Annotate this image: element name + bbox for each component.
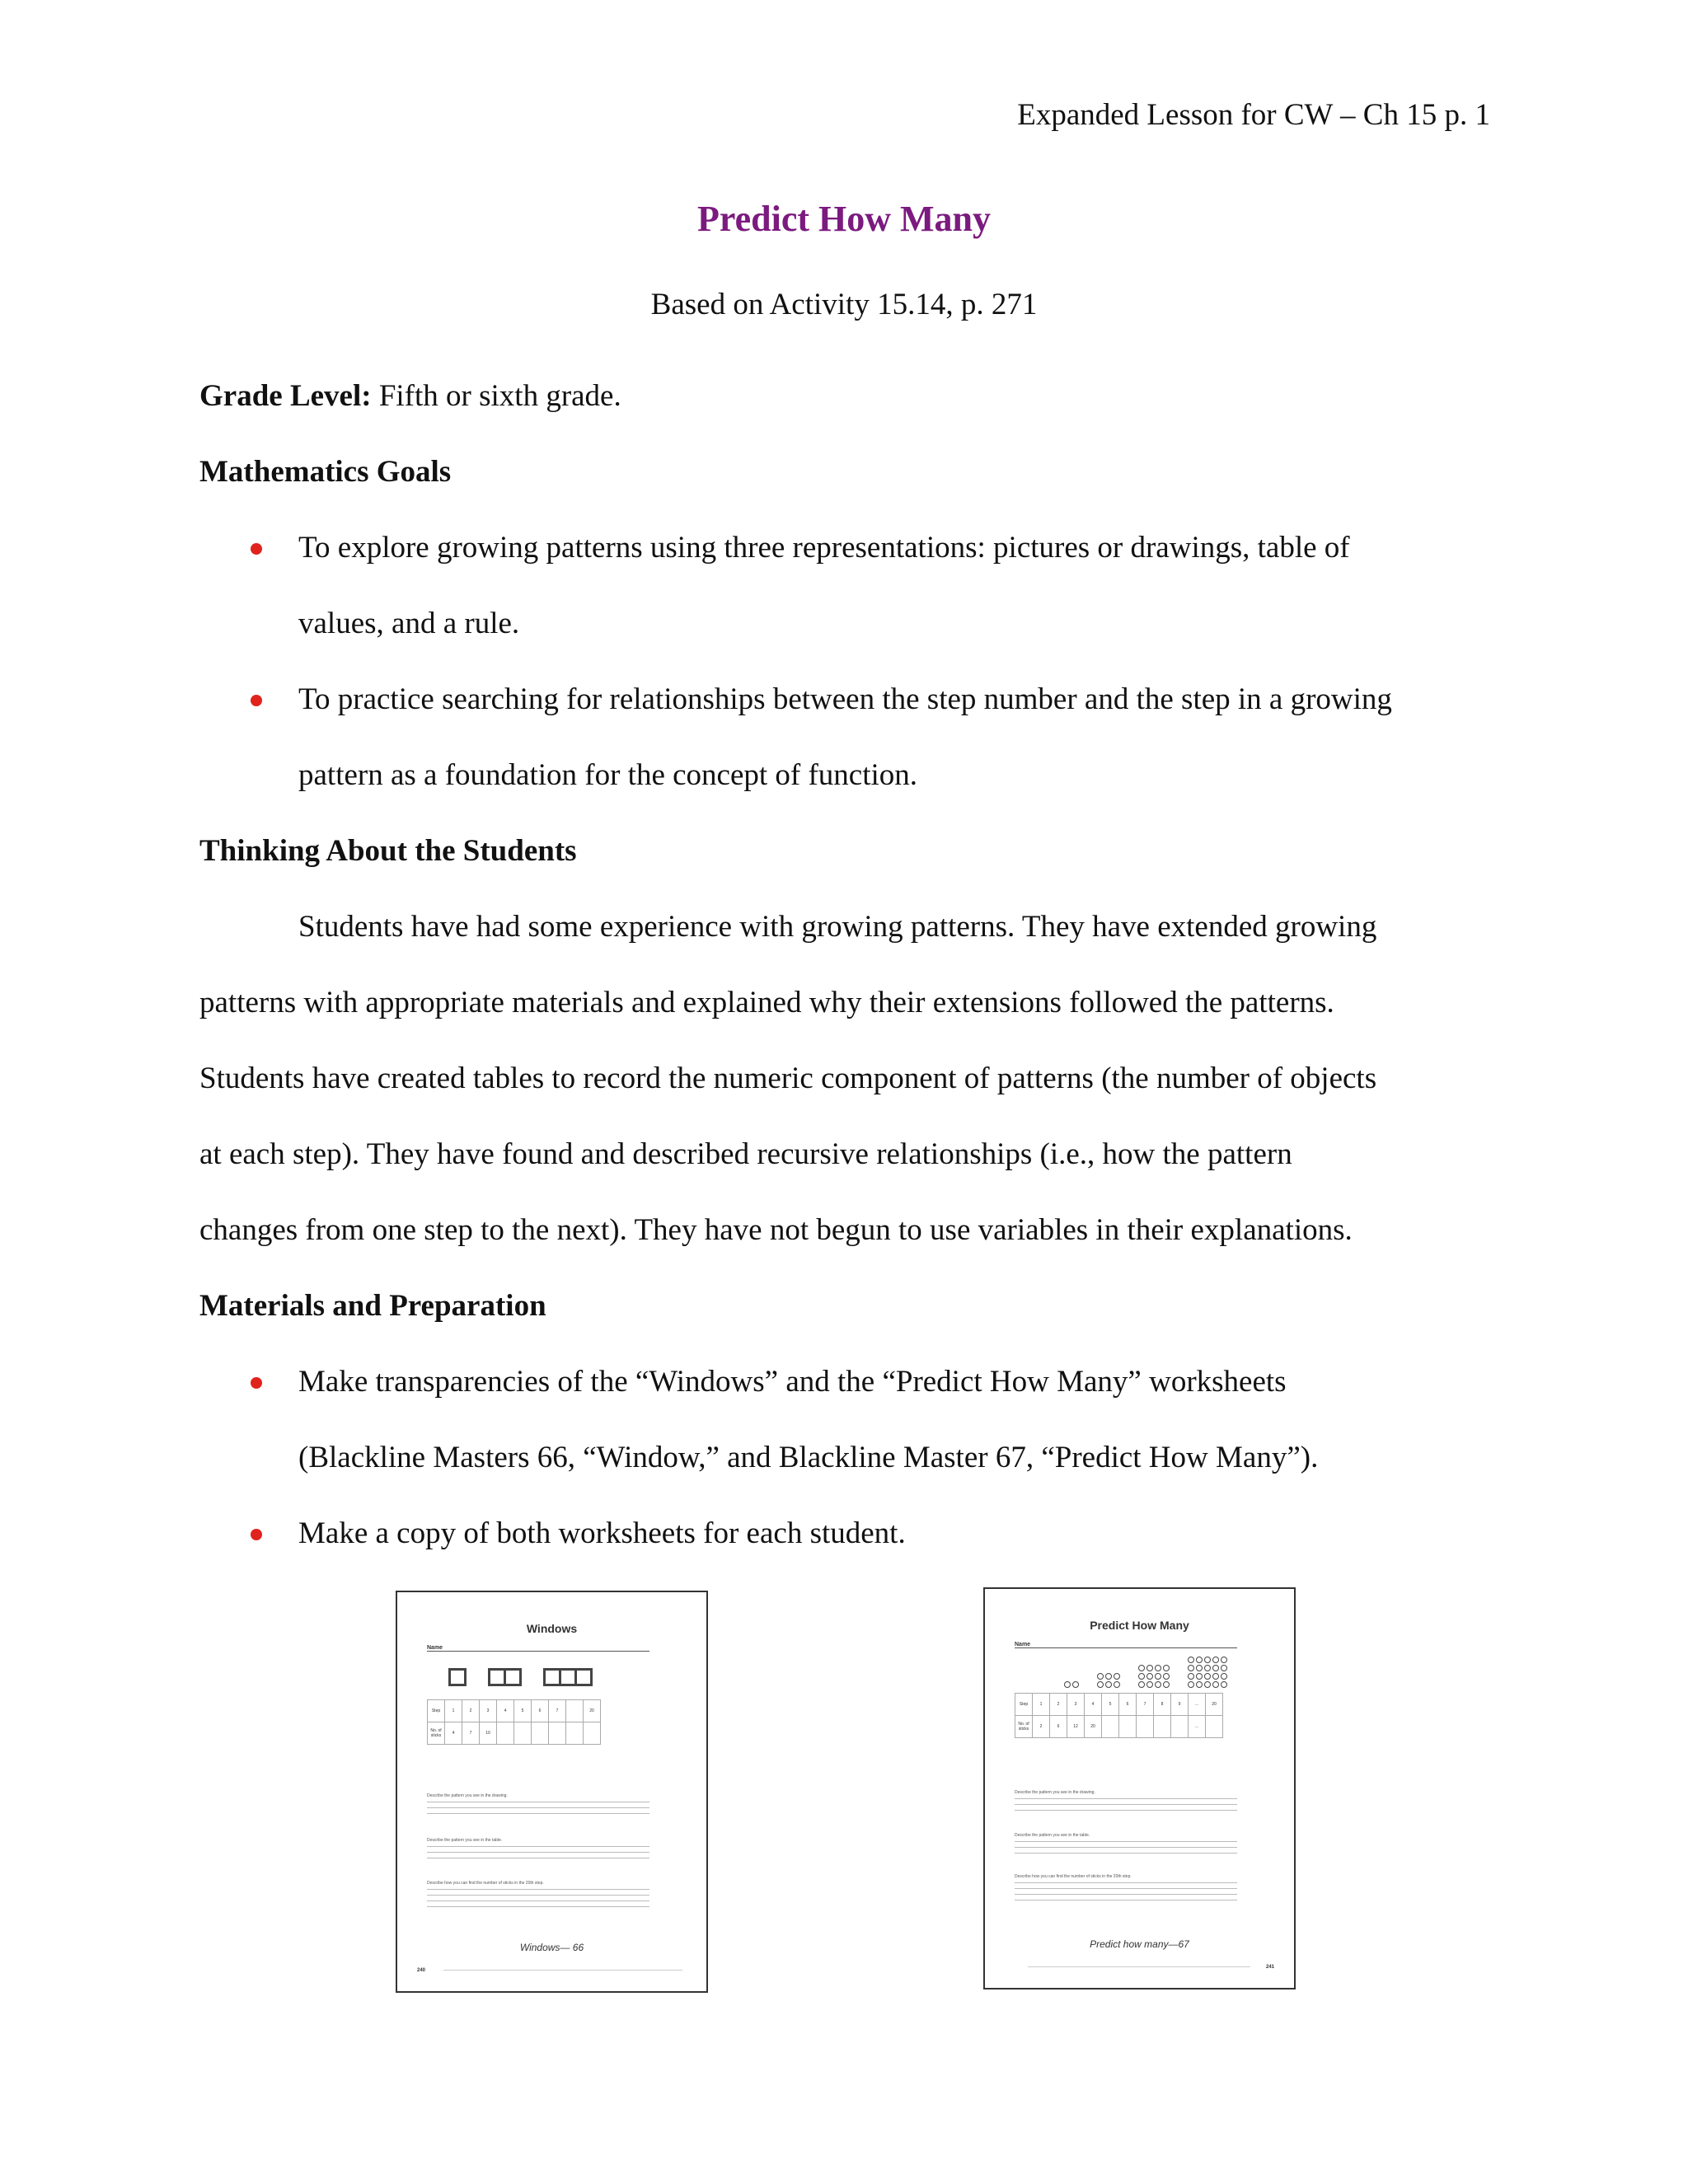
dots-step-1 [1064, 1681, 1079, 1688]
dots-drawing [1064, 1657, 1227, 1688]
bullet-icon [251, 695, 262, 706]
students-paragraph-line: at each step). They have found and described recursive relationships (i.e., how the pattern [199, 1137, 1292, 1171]
page-number: 241 [1265, 1965, 1274, 1970]
page-title: Predict How Many [696, 199, 992, 239]
grade-label: Grade Level: [199, 379, 372, 413]
students-paragraph-line: Students have had some experience with growing patterns. They have extended growing [298, 910, 1377, 944]
worksheet-prompt: Describe the pattern you see in the table. [427, 1838, 503, 1843]
copyright-rule [443, 1970, 682, 1971]
worksheet-table: Step 1 2 3 4 5 6 7 20 No. of sticks 4 7 10 [427, 1699, 601, 1745]
worksheet-name-line: Name [427, 1645, 649, 1652]
answer-lines [427, 1797, 649, 1814]
students-paragraph-line: Students have created tables to record the numeric component of patterns (the number of objects [199, 1062, 1377, 1095]
material-item-2: Make a copy of both worksheets for each student. [199, 1496, 1502, 1572]
page-number: 240 [417, 1968, 426, 1973]
worksheet-prompt: Describe the pattern you see in the drawing. [427, 1793, 508, 1798]
worksheet-prompt: Describe how you can find the number of sticks in the 20th step. [1015, 1874, 1132, 1879]
window-step-3 [543, 1668, 593, 1686]
dots-step-3 [1138, 1665, 1170, 1688]
goal-item-1-cont: values, and a rule. [298, 607, 520, 640]
worksheet-thumbnail-predict-how-many [983, 1587, 1296, 1990]
material-item-1-cont: (Blackline Masters 66, “Window,” and Blackline Master 67, “Predict How Many”). [298, 1441, 1319, 1474]
worksheet-footer: Windows— 66 [519, 1942, 584, 1953]
worksheet-footer: Predict how many—67 [1090, 1938, 1189, 1950]
worksheet-table: Step 1 2 3 4 5 6 7 8 9 ... 20 No. of sticks 2 6 12 20 ... [1015, 1693, 1223, 1738]
dots-step-2 [1097, 1673, 1120, 1688]
goals-heading: Mathematics Goals [199, 455, 452, 489]
goal-item-1: To explore growing patterns using three representations: pictures or drawings, table of [199, 510, 1502, 586]
grade-level [199, 359, 1502, 434]
dots-step-4 [1188, 1657, 1227, 1688]
students-heading: Thinking About the Students [199, 834, 577, 868]
windows-drawing [448, 1668, 593, 1686]
answer-lines [1015, 1793, 1237, 1811]
answer-lines [1015, 1877, 1237, 1900]
students-paragraph-line: changes from one step to the next). They have not begun to use variables in their explanations. [199, 1213, 1353, 1247]
window-step-1 [448, 1668, 467, 1686]
copyright-rule [1028, 1966, 1250, 1967]
worksheet-thumbnail-windows [396, 1591, 708, 1993]
worksheet-prompt: Describe how you can find the number of sticks in the 20th step. [427, 1881, 544, 1886]
running-head: Expanded Lesson for CW – Ch 15 p. 1 [1017, 98, 1490, 132]
material-item-1: Make transparencies of the “Windows” and the “Predict How Many” worksheets [199, 1344, 1502, 1420]
bullet-icon [251, 543, 262, 555]
goal-item-2: To practice searching for relationships between the step number and the step in a growing [199, 662, 1502, 738]
window-step-2 [488, 1668, 522, 1686]
worksheet-title: Predict How Many [1090, 1619, 1189, 1632]
worksheet-title: Windows [526, 1622, 578, 1635]
worksheet-prompt: Describe the pattern you see in the drawing. [1015, 1790, 1095, 1795]
page-subtitle: Based on Activity 15.14, p. 271 [650, 288, 1038, 321]
worksheet-prompt: Describe the pattern you see in the table. [1015, 1833, 1090, 1838]
goal-item-2-cont: pattern as a foundation for the concept of function. [298, 758, 918, 792]
grade-text: Fifth or sixth grade. [371, 379, 621, 413]
bullet-icon [251, 1377, 262, 1389]
bullet-icon [251, 1529, 262, 1540]
lesson-body [199, 359, 1502, 1572]
materials-heading: Materials and Preparation [199, 1289, 546, 1323]
answer-lines [1015, 1836, 1237, 1854]
answer-lines [427, 1841, 649, 1858]
worksheet-name-line: Name [1015, 1642, 1237, 1648]
students-paragraph-line: patterns with appropriate materials and explained why their extensions followed the patterns. [199, 986, 1334, 1019]
answer-lines [427, 1884, 649, 1907]
